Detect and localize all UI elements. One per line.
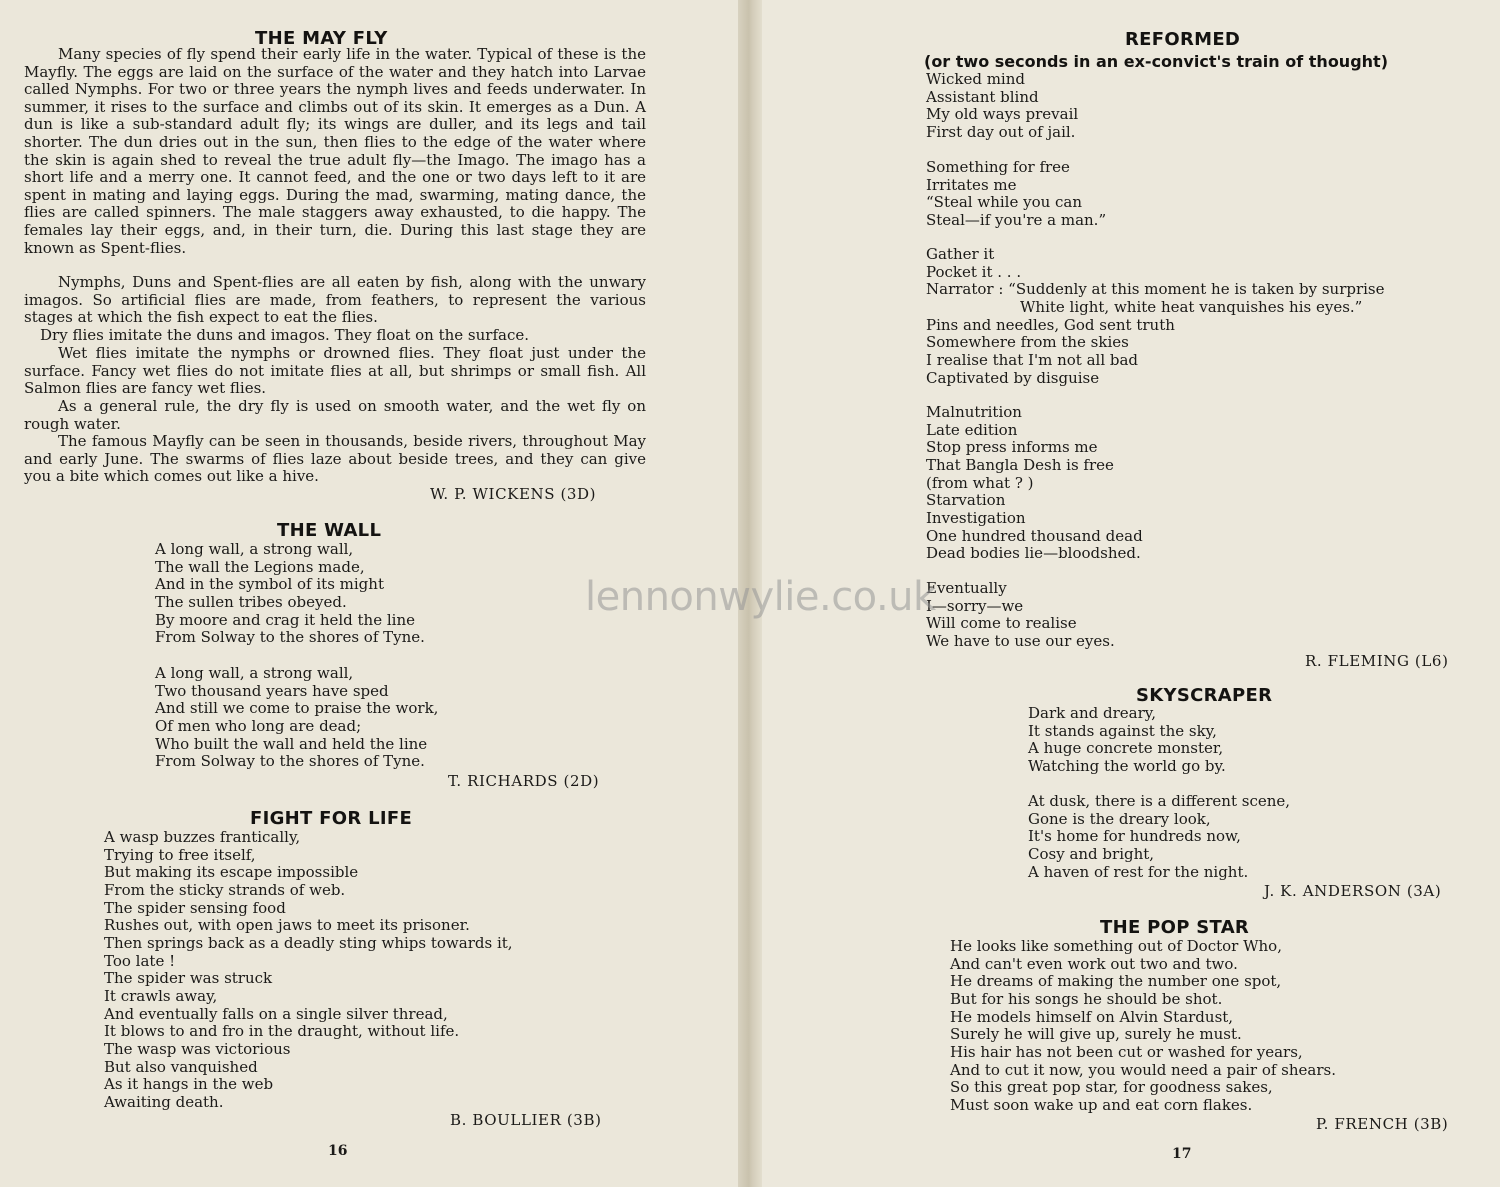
- poem-line: Who built the wall and held the line: [155, 734, 428, 753]
- poem-line: Malnutrition: [926, 403, 1022, 421]
- poem-line: Captivated by disguise: [926, 368, 1100, 387]
- poem-line: He dreams of making the number one spot,: [950, 972, 1282, 991]
- poem-line: First day out of jail.: [926, 122, 1076, 141]
- mayfly-paragraph: Many species of fly spend their early life in the water. Typical of these is the Mayfly. The eggs are laid on the surface of the water and they hatch into Larvae called Nymphs. For two or three years the nymph lives and feeds underwater. In summer, it rises to the surface and climbs out of its skin. It emerges as a Dun. A dun is like a sub-standard adult fly; its wings are duller, and its legs and tail shorter. The dun dries out in the sun, then flies to the edge of the water where the skin is again shed to reveal the true adult fly—the Imago. The imago has a short life and a merry one. It cannot feed, and the one or two days left to it are spent in mating and laying eggs. During the mad, swarming, mating dance, the flies are called spinners. The male staggers away exhausted, to die happy. The females lay their eggs, and, in their turn, die. During this last stage they are known as Spent-flies.: [24, 45, 646, 257]
- poem-line: Eventually: [926, 579, 1007, 597]
- poem-line: And to cut it now, you would need a pair of shears.: [950, 1060, 1337, 1079]
- poem-line: Dead bodies lie—bloodshed.: [926, 544, 1141, 563]
- wall-stanza-1: [155, 541, 425, 647]
- reformed-stanza-3: [926, 246, 1385, 387]
- poem-line: But also vanquished: [104, 1057, 258, 1076]
- poem-line: From Solway to the shores of Tyne.: [155, 752, 425, 771]
- poem-line: Dark and dreary,: [1028, 704, 1156, 722]
- poem-line: His hair has not been cut or washed for years,: [950, 1042, 1303, 1061]
- poem-line: Cosy and bright,: [1028, 844, 1155, 863]
- poem-line: Two thousand years have sped: [155, 681, 389, 700]
- poem-line: And in the symbol of its might: [155, 575, 384, 594]
- poem-line: Then springs back as a deadly sting whips towards it,: [104, 933, 513, 952]
- poem-line: A wasp buzzes frantically,: [104, 828, 301, 846]
- mayfly-paragraph: Nymphs, Duns and Spent-flies are all eaten by fish, along with the unwary imagos. So artificial flies are made, from feathers, to represent the various stages at which the fish expect to eat the flies.: [24, 273, 646, 327]
- skyscraper-stanza-1: [1028, 705, 1226, 776]
- poem-line: The sullen tribes obeyed.: [155, 592, 347, 611]
- poem-line: From Solway to the shores of Tyne.: [155, 628, 425, 647]
- wall-title: THE WALL: [277, 520, 382, 541]
- poem-line: He models himself on Alvin Stardust,: [950, 1007, 1234, 1026]
- poem-line: By moore and crag it held the line: [155, 610, 415, 629]
- poem-line: The wasp was victorious: [104, 1039, 291, 1058]
- mayfly-author: W. P. WICKENS (3D): [430, 485, 597, 503]
- poem-line: Rushes out, with open jaws to meet its prisoner.: [104, 916, 470, 935]
- popstar-title: THE POP STAR: [1100, 917, 1250, 938]
- skyscraper-title: SKYSCRAPER: [1136, 685, 1273, 706]
- mayfly-paragraph: The famous Mayfly can be seen in thousands, beside rivers, throughout May and early June. The swarms of flies laze about beside trees, and they can give you a bite which comes out like a hive.: [24, 432, 646, 486]
- mayfly-paragraph: Dry flies imitate the duns and imagos. They float on the surface.: [40, 326, 529, 344]
- poem-line: That Bangla Desh is free: [926, 455, 1114, 474]
- poem-line: A haven of rest for the night.: [1028, 862, 1249, 881]
- poem-line: A long wall, a strong wall,: [155, 540, 354, 558]
- poem-line: Trying to free itself,: [104, 845, 256, 864]
- poem-line: But for his songs he should be shot.: [950, 989, 1223, 1008]
- poem-line: And eventually falls on a single silver thread,: [104, 1004, 448, 1023]
- poem-line: Late edition: [926, 420, 1018, 439]
- popstar-author: P. FRENCH (3B): [1316, 1115, 1449, 1133]
- poem-line: Assistant blind: [926, 87, 1039, 106]
- page-number-left: 16: [328, 1143, 348, 1159]
- poem-line: Watching the world go by.: [1028, 756, 1226, 775]
- poem-line: A huge concrete monster,: [1028, 739, 1224, 758]
- poem-line: Starvation: [926, 491, 1006, 510]
- page-number-right: 17: [1172, 1146, 1192, 1162]
- poem-line: One hundred thousand dead: [926, 526, 1143, 545]
- poem-line: Pins and needles, God sent truth: [926, 315, 1175, 334]
- wall-stanza-2: [155, 665, 438, 771]
- poem-line: It blows to and fro in the draught, without life.: [104, 1022, 460, 1041]
- reformed-author: R. FLEMING (L6): [1305, 652, 1449, 670]
- poem-line: Must soon wake up and eat corn flakes.: [950, 1095, 1253, 1114]
- poem-line: Surely he will give up, surely he must.: [950, 1025, 1242, 1044]
- poem-line: White light, white heat vanquishes his eyes.”: [1020, 297, 1363, 316]
- poem-line: Investigation: [926, 508, 1026, 527]
- reformed-stanza-2: [926, 159, 1106, 230]
- fight-author: B. BOULLIER (3B): [450, 1111, 602, 1129]
- reformed-stanza-4: [926, 404, 1143, 563]
- poem-line: It's home for hundreds now,: [1028, 827, 1241, 846]
- reformed-stanza-5: [926, 580, 1115, 651]
- poem-line: And still we come to praise the work,: [155, 699, 439, 718]
- popstar-poem: [950, 938, 1336, 1115]
- poem-line: So this great pop star, for goodness sakes,: [950, 1078, 1273, 1097]
- poem-line: Irritates me: [926, 175, 1017, 194]
- poem-line: I realise that I'm not all bad: [926, 350, 1139, 369]
- reformed-stanza-1: [926, 71, 1078, 142]
- poem-line: It crawls away,: [104, 986, 218, 1005]
- poem-line: Awaiting death.: [104, 1092, 224, 1111]
- poem-line: “Steal while you can: [926, 193, 1083, 212]
- poem-line: And can't even work out two and two.: [950, 954, 1238, 973]
- poem-line: The spider was struck: [104, 969, 273, 988]
- poem-line: The wall the Legions made,: [155, 557, 365, 576]
- poem-line: It stands against the sky,: [1028, 721, 1217, 740]
- poem-line: Narrator : “Suddenly at this moment he is taken by surprise: [926, 280, 1385, 299]
- mayfly-title: THE MAY FLY: [255, 28, 388, 49]
- skyscraper-author: J. K. ANDERSON (3A): [1264, 882, 1442, 900]
- poem-line: (from what ? ): [926, 473, 1034, 492]
- fight-title: FIGHT FOR LIFE: [250, 808, 413, 829]
- poem-line: We have to use our eyes.: [926, 631, 1115, 650]
- poem-line: From the sticky strands of web.: [104, 880, 346, 899]
- poem-line: Steal—if you're a man.”: [926, 210, 1107, 229]
- poem-line: At dusk, there is a different scene,: [1028, 792, 1291, 810]
- poem-line: My old ways prevail: [926, 105, 1079, 124]
- poem-line: He looks like something out of Doctor Who,: [950, 937, 1282, 955]
- poem-line: Somewhere from the skies: [926, 333, 1129, 352]
- wall-author: T. RICHARDS (2D): [448, 772, 600, 790]
- reformed-title: REFORMED: [1125, 29, 1241, 50]
- reformed-subtitle: (or two seconds in an ex-convict's train of thought): [924, 52, 1388, 71]
- poem-line: Something for free: [926, 158, 1070, 176]
- poem-line: Gone is the dreary look,: [1028, 809, 1211, 828]
- poem-line: Too late !: [104, 951, 176, 970]
- poem-line: Will come to realise: [926, 614, 1077, 633]
- poem-line: A long wall, a strong wall,: [155, 664, 354, 682]
- poem-line: Gather it: [926, 245, 995, 263]
- website-watermark: lennonwylie.co.uk: [585, 574, 936, 620]
- fight-poem: [104, 829, 513, 1112]
- mayfly-paragraph: Wet flies imitate the nymphs or drowned flies. They float just under the surface. Fancy wet flies do not imitate flies at all, but shrimps or small fish. All Salmon flies are fancy wet flies.: [24, 344, 646, 398]
- poem-line: Of men who long are dead;: [155, 716, 362, 735]
- poem-line: The spider sensing food: [104, 898, 286, 917]
- poem-line: Pocket it . . .: [926, 262, 1022, 281]
- poem-line: Wicked mind: [926, 70, 1025, 88]
- poem-line: Stop press informs me: [926, 438, 1098, 457]
- poem-line: I—sorry—we: [926, 596, 1024, 615]
- mayfly-paragraph: As a general rule, the dry fly is used on smooth water, and the wet fly on rough water.: [24, 397, 646, 433]
- poem-line: As it hangs in the web: [104, 1075, 274, 1094]
- poem-line: But making its escape impossible: [104, 863, 359, 882]
- skyscraper-stanza-2: [1028, 793, 1290, 881]
